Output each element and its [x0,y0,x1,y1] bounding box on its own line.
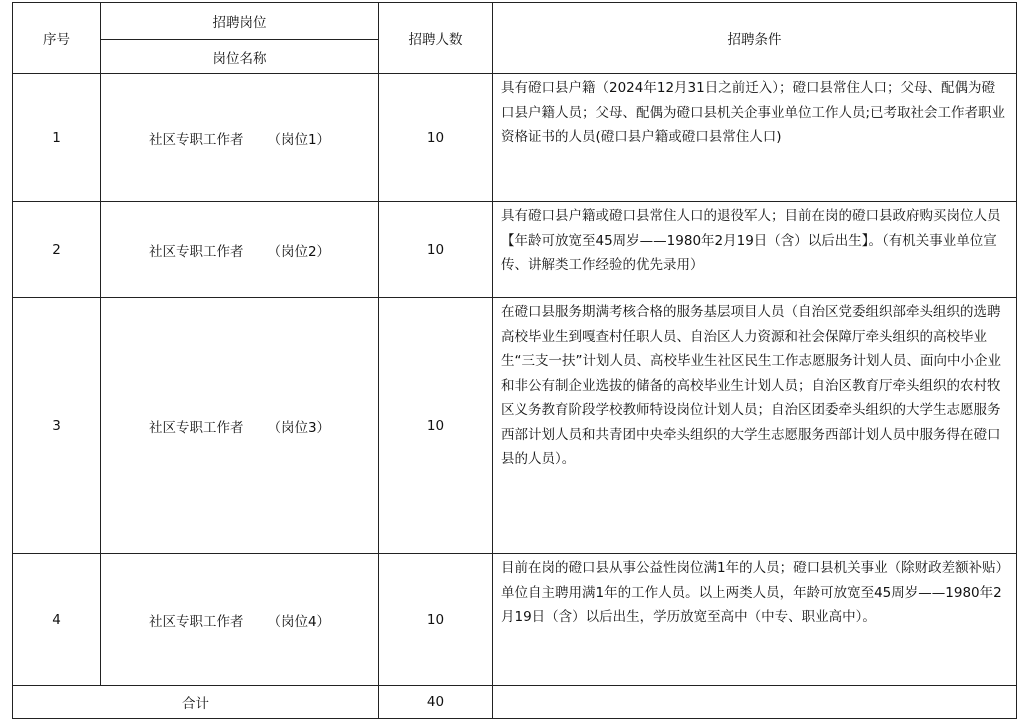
header-conditions: 招聘条件 [493,3,1017,74]
total-conditions-empty [493,686,1017,719]
post-name: 社区专职工作者 [148,419,244,436]
row-count: 10 [379,202,493,298]
header-count: 招聘人数 [379,3,493,74]
header-seq: 序号 [13,3,101,74]
row-conditions: 在磴口县服务期满考核合格的服务基层项目人员（自治区党委组织部牵头组织的选聘高校毕业生到嘎查村任职人员、自治区人力资源和社会保障厅牵头组织的高校毕业生“三支一扶”计划人员、高校毕业生社区民生工作志愿服务计划人员、面向中小企业和非公有制企业选拔的储备的高校毕业生计划人员；自治区教育厅牵头组织的农村牧区义务教育阶段学校教师特设岗位计划人员；自治区团委牵头组织的大学生志愿服务西部计划人员和共青团中央牵头组织的大学生志愿服务西部计划人员中服务得在磴口县的人员）。 [493,298,1017,554]
row-count: 10 [379,74,493,202]
post-name: 社区专职工作者 [148,613,244,630]
row-conditions: 目前在岗的磴口县从事公益性岗位满1年的人员；磴口县机关事业（除财政差额补贴）单位自主聘用满1年的工作人员。以上两类人员，年龄可放宽至45周岁——1980年2月19日（含）以后出生，学历放宽至高中（中专、职业高中）。 [493,554,1017,686]
table-row [13,554,1017,686]
row-count: 10 [379,298,493,554]
total-row [13,686,1017,719]
total-label: 合计 [13,686,379,719]
row-post [101,74,379,202]
row-seq: 2 [13,202,101,298]
table-row [13,298,1017,554]
table-row [13,74,1017,202]
total-count: 40 [379,686,493,719]
row-seq: 3 [13,298,101,554]
table-row [13,202,1017,298]
header-post-name: 岗位名称 [101,40,379,74]
recruitment-table [12,2,1017,719]
row-post [101,554,379,686]
header-post-group: 招聘岗位 [101,3,379,40]
row-post [101,202,379,298]
post-code: （岗位3） [267,419,331,436]
row-count: 10 [379,554,493,686]
post-name: 社区专职工作者 [148,131,244,148]
post-code: （岗位2） [267,243,331,260]
row-conditions: 具有磴口县户籍（2024年12月31日之前迁入）；磴口县常住人口；父母、配偶为磴口县户籍人员；父母、配偶为磴口县机关企事业单位工作人员;已考取社会工作者职业资格证书的人员(磴口县户籍或磴口县常住人口) [493,74,1017,202]
row-post [101,298,379,554]
post-code: （岗位4） [267,613,331,630]
row-seq: 1 [13,74,101,202]
post-code: （岗位1） [267,131,331,148]
row-conditions: 具有磴口县户籍或磴口县常住人口的退役军人；目前在岗的磴口县政府购买岗位人员【年龄可放宽至45周岁——1980年2月19日（含）以后出生】。（有机关事业单位宣传、讲解类工作经验的优先录用） [493,202,1017,298]
post-name: 社区专职工作者 [148,243,244,260]
row-seq: 4 [13,554,101,686]
